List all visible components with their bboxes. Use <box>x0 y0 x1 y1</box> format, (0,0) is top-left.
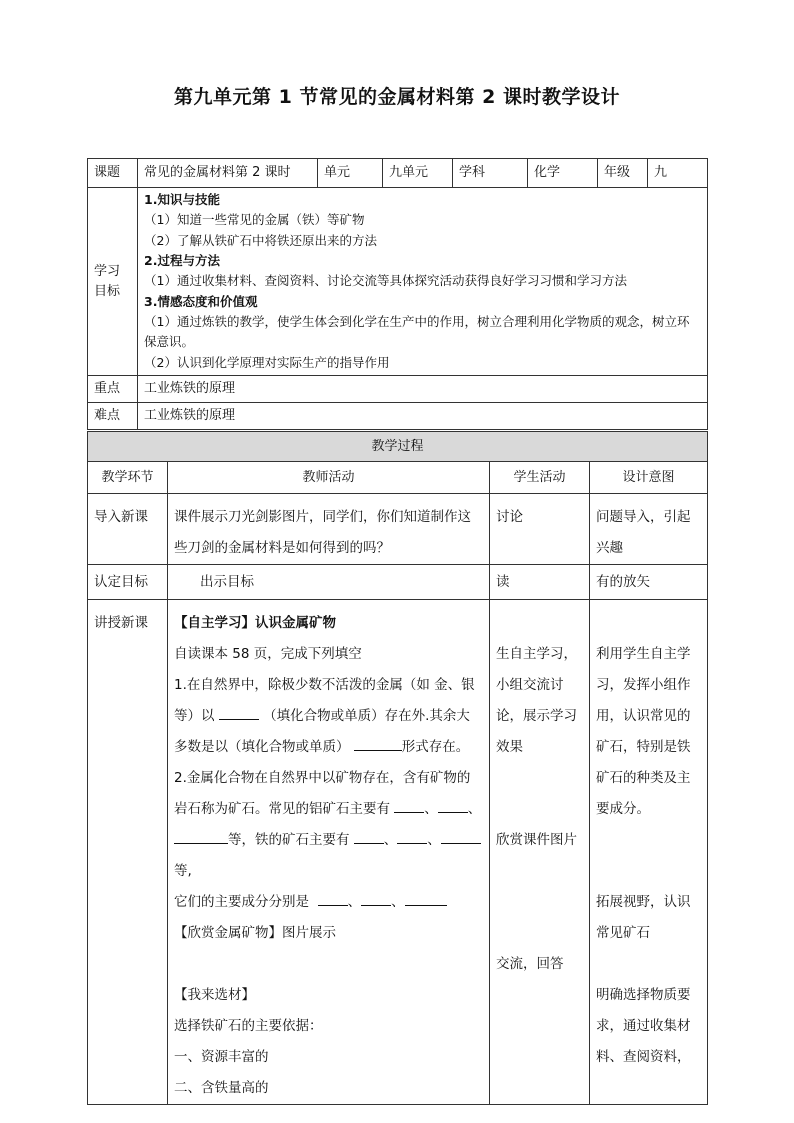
question-1: 1.在自然界中，除极少数不活泼的金属（如 金、银等）以 （填化合物或单质）存在外.其余大多数是以（填化合物或单质） 形式存在。 <box>174 677 475 755</box>
teacher-cell: 课件展示刀光剑影图片，同学们，你们知道制作这些刀剑的金属材料是如何得到的吗？ <box>168 494 490 565</box>
process-section-row <box>88 432 708 462</box>
table-row <box>88 600 708 1105</box>
stage-cell: 认定目标 <box>88 565 168 600</box>
basis-intro: 选择铁矿石的主要依据： <box>174 1018 323 1034</box>
spacer <box>174 949 483 980</box>
fill-blank[interactable] <box>397 829 427 844</box>
fill-blank[interactable] <box>174 829 228 844</box>
teacher-cell <box>168 600 490 1105</box>
design-intent: 拓展视野，认识常见矿石 <box>596 894 691 941</box>
question-2-components: 它们的主要成分分别是 、 、 <box>174 887 483 918</box>
design-intent: 利用学生自主学习，发挥小组作用，认识常见的矿石，特别是铁矿石的种类及主要成分。 <box>596 646 691 817</box>
knowledge-item: （2）了解从铁矿石中将铁还原出来的方法 <box>144 232 377 248</box>
teacher-cell: 出示目标 <box>168 565 490 600</box>
knowledge-item: （1）知道一些常见的金属（铁）等矿物 <box>144 212 365 227</box>
goals-row <box>88 188 708 376</box>
fill-blank[interactable] <box>441 829 481 844</box>
key-point-label: 重点 <box>88 376 138 403</box>
grade-value: 九 <box>648 159 708 188</box>
page-title: 第九单元第 1 节常见的金属材料第 2 课时教学设计 <box>174 86 620 108</box>
emotion-item: （1）通过炼铁的教学，使学生体会到化学在生产中的作用，树立合理利用化学物质的观念，树立环保意识。 <box>144 313 690 349</box>
header-teacher: 教师活动 <box>168 462 490 494</box>
header-stage: 教学环节 <box>88 462 168 494</box>
header-student: 学生活动 <box>490 462 590 494</box>
intent-cell <box>590 600 708 1105</box>
intent-cell: 问题导入，引起兴趣 <box>590 494 708 565</box>
fill-blank[interactable] <box>361 891 391 906</box>
fill-blank[interactable] <box>354 829 384 844</box>
unit-label: 单元 <box>318 159 383 188</box>
stage-cell: 讲授新课 <box>88 600 168 1105</box>
fill-blank[interactable] <box>354 736 402 751</box>
info-row <box>88 159 708 188</box>
fill-blank[interactable] <box>318 891 348 906</box>
student-activity: 生自主学习，小组交流讨论，展示学习效果 <box>496 646 577 755</box>
student-cell: 讨论 <box>490 494 590 565</box>
process-section-title: 教学过程 <box>88 432 708 462</box>
topic-value: 常见的金属材料第 2 课时 <box>138 159 318 188</box>
basis-item: 二、含铁量高的 <box>174 1080 269 1096</box>
subject-value: 化学 <box>528 159 598 188</box>
stage-cell: 导入新课 <box>88 494 168 565</box>
difficult-point-value: 工业炼铁的原理 <box>138 403 708 430</box>
question-2: 2.金属化合物在自然界中以矿物存在，含有矿物的岩石称为矿石。常见的铝矿石主要有 、 、 等，铁的矿石主要有 、 、等, <box>174 770 482 879</box>
table-row <box>88 565 708 600</box>
appreciate-heading: 【欣赏金属矿物】图片展示 <box>174 925 336 941</box>
process-item: （1）通过收集材料、查阅资料、讨论交流等具体探究活动获得良好学习习惯和学习方法 <box>144 273 627 288</box>
lecture-read: 自读课本 58 页，完成下列填空 <box>174 646 362 662</box>
student-activity: 欣赏课件图片 <box>496 832 577 848</box>
goals-content <box>138 188 708 376</box>
fill-blank[interactable] <box>438 798 468 813</box>
emotion-title: 3.情感态度和价值观 <box>144 293 258 309</box>
fill-blank[interactable] <box>405 891 447 906</box>
choose-heading: 【我来选材】 <box>174 987 255 1003</box>
knowledge-title: 1.知识与技能 <box>144 192 220 207</box>
difficult-point-row <box>88 403 708 430</box>
basis-item: 一、资源丰富的 <box>174 1049 269 1065</box>
subject-label: 学科 <box>453 159 528 188</box>
table-row <box>88 494 708 565</box>
student-cell: 读 <box>490 565 590 600</box>
design-intent: 明确选择物质要求，通过收集材料、查阅资料， <box>596 987 691 1065</box>
process-table <box>87 431 708 1105</box>
fill-blank[interactable] <box>219 705 259 720</box>
lecture-heading: 【自主学习】认识金属矿物 <box>174 615 336 631</box>
process-title: 2.过程与方法 <box>144 253 220 268</box>
topic-label: 课题 <box>88 159 138 188</box>
process-header-row <box>88 462 708 494</box>
student-activity: 交流，回答 <box>496 956 564 972</box>
header-intent: 设计意图 <box>590 462 708 494</box>
key-point-row <box>88 376 708 403</box>
student-cell <box>490 600 590 1105</box>
key-point-value: 工业炼铁的原理 <box>138 376 708 403</box>
goals-label: 学习 目标 <box>88 188 138 376</box>
fill-blank[interactable] <box>394 798 424 813</box>
intent-cell: 有的放矢 <box>590 565 708 600</box>
emotion-item: （2）认识到化学原理对实际生产的指导作用 <box>144 354 390 370</box>
difficult-point-label: 难点 <box>88 403 138 430</box>
info-table <box>87 158 708 430</box>
unit-value: 九单元 <box>383 159 453 188</box>
grade-label: 年级 <box>598 159 648 188</box>
